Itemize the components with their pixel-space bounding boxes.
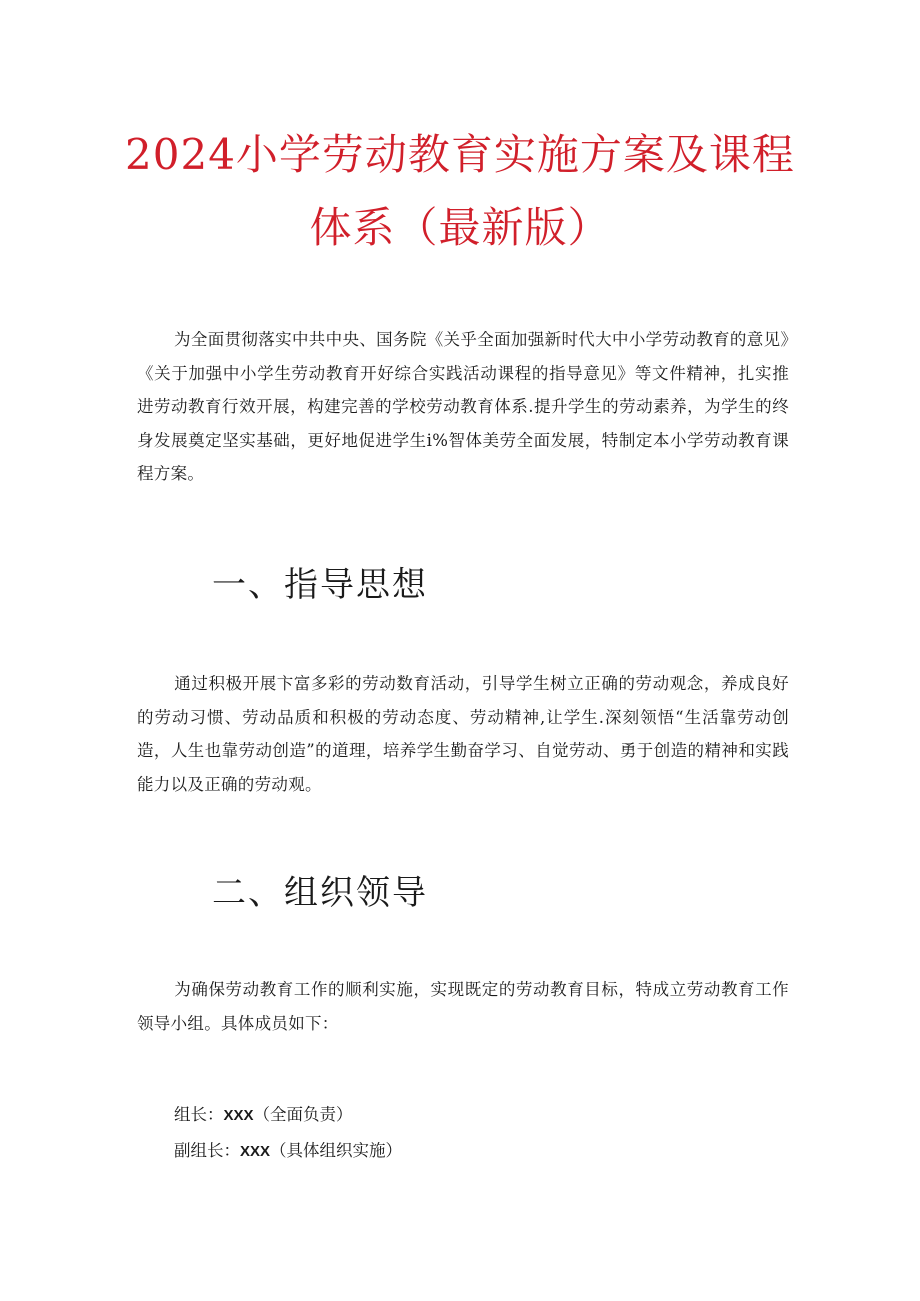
- document-title-line-1: 2024小学劳动教育实施方案及课程: [125, 130, 795, 179]
- member-name: XXX: [223, 1107, 254, 1124]
- guiding-ideology-paragraph: [137, 667, 789, 801]
- organization-text: 为确保劳动教育工作的顺利实施，实现既定的劳动教育目标，特成立劳动教育工作领导小组。具体成员如下：: [137, 980, 789, 1033]
- section-heading-guiding-ideology: 一、指导思想: [212, 565, 428, 605]
- guiding-ideology-text: 通过积极开展卞富多彩的劳动数育活动，引导学生树立正确的劳动观念，养成良好的劳动习惯、劳动品质和积极的劳动态度、劳动精神,让学生.深刻领悟“生活靠劳动创造，人生也靠劳动创造”的道理，培养学生勤奋学习、自觉劳动、勇于创造的精神和实践能力以及正确的劳动观。: [137, 674, 789, 794]
- member-duty: （具体组织实施）: [270, 1141, 403, 1160]
- member-role: 组长：: [174, 1105, 224, 1124]
- intro-text: 为全面贯彻落实中共中央、国务院《关乎全面加强新时代大中小学劳动教育的意见》《关于加强中小学生劳动教育开好综合实践活动课程的指导意见》等文件精神，扎实推进劳动教育行效开展，构建完善的学校劳动教育体系.提升学生的劳动素养，为学生的终身发展奠定坚实基础，更好地促进学生i%智体美劳全面发展，特制定本小学劳动教育课程方案。: [137, 330, 789, 483]
- organization-paragraph: [137, 973, 789, 1040]
- member-deputy-leader: [174, 1139, 402, 1164]
- member-duty: （全面负责）: [253, 1105, 353, 1124]
- member-name: XXX: [240, 1143, 271, 1160]
- section-heading-organization: 二、组织领导: [212, 873, 428, 913]
- intro-paragraph: [137, 323, 789, 491]
- document-title-line-2: 体系（最新版）: [309, 203, 611, 252]
- member-leader: [174, 1103, 353, 1128]
- member-role: 副组长：: [174, 1141, 240, 1160]
